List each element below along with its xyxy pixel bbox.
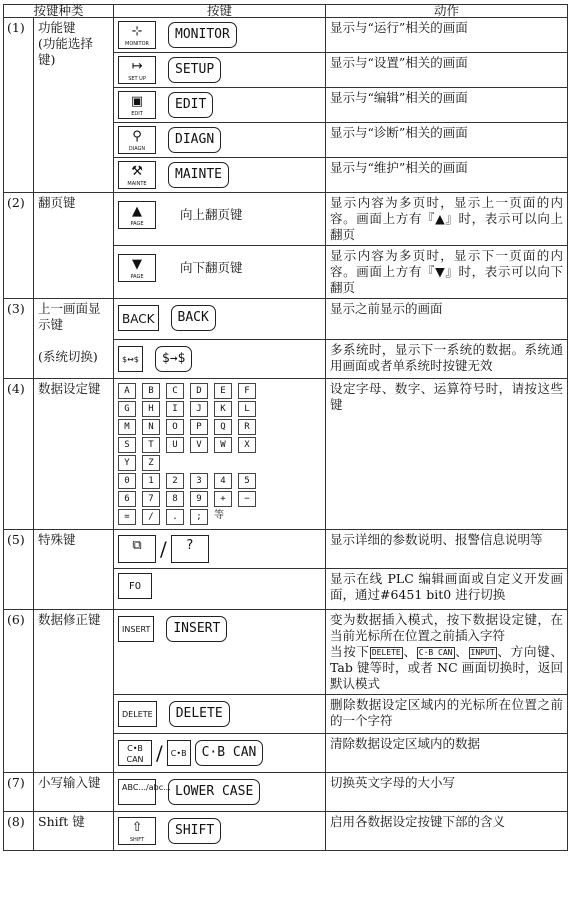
- action-text: 显示与“维护”相关的画面: [326, 158, 568, 193]
- inline-cbcan-key: C·B CAN: [418, 647, 453, 657]
- table-row: [4, 530, 568, 569]
- letter-key[interactable]: W: [214, 437, 232, 453]
- insert-desc: 变为数据插入模式，按下数据设定键，在当前光标所在位置之前插入字符: [330, 612, 563, 643]
- page-up-label: 向上翻页键: [180, 207, 243, 222]
- delete-softkey[interactable]: DELETE: [169, 701, 230, 727]
- letter-key[interactable]: C: [166, 383, 184, 399]
- etc-label: 等: [214, 510, 225, 521]
- symbol-key[interactable]: 8: [166, 491, 184, 507]
- action-text: [326, 610, 568, 695]
- row-number: (6): [4, 610, 34, 773]
- slash-separator: /: [160, 537, 167, 561]
- table-row: [4, 610, 568, 695]
- insert-desc2: 当按下 DELETE 、 C·B CAN 、 INPUT 、方向键、Tab 键等时，或者 NC 画面切换时，返回默认模式: [330, 644, 563, 691]
- letter-key[interactable]: P: [190, 419, 208, 435]
- action-text: 设定字母、数字、运算符号时，请按这些键: [326, 379, 568, 530]
- setup-softkey[interactable]: SETUP: [168, 57, 221, 83]
- symbol-key[interactable]: −: [238, 491, 256, 507]
- table-row: [4, 773, 568, 812]
- action-text: 清除数据设定区域内的数据: [326, 734, 568, 773]
- action-text: 启用各数据设定按键下部的含义: [326, 812, 568, 851]
- row-number: (8): [4, 812, 34, 851]
- shift-key-icon[interactable]: ⇧ SHIFT: [118, 817, 156, 845]
- table-row: [4, 299, 568, 340]
- row-category: 数据设定键: [34, 379, 114, 530]
- letter-key[interactable]: H: [142, 401, 160, 417]
- action-text: 切换英文字母的大小写: [326, 773, 568, 812]
- action-text: 显示之前显示的画面: [326, 299, 568, 340]
- monitor-softkey[interactable]: MONITOR: [168, 22, 237, 48]
- letter-key[interactable]: S: [118, 437, 136, 453]
- header-action: 动作: [326, 5, 568, 18]
- symbol-key[interactable]: ;: [190, 509, 208, 525]
- table-row: [4, 812, 568, 851]
- action-text: 显示内容为多页时，显示上一页面的内容。画面上方有『▲』时，表示可以向上翻页: [326, 193, 568, 246]
- cbcan-softkey[interactable]: C·B CAN: [195, 740, 264, 766]
- letter-key[interactable]: G: [118, 401, 136, 417]
- letter-key[interactable]: K: [214, 401, 232, 417]
- symbol-key[interactable]: =: [118, 509, 136, 525]
- inline-delete-key: DELETE: [371, 647, 401, 657]
- letter-key[interactable]: T: [142, 437, 160, 453]
- symbol-key[interactable]: 3: [190, 473, 208, 489]
- category-label: 上一画面显示键: [38, 301, 101, 332]
- monitor-key-icon[interactable]: ⊹ MONITOR: [118, 21, 156, 49]
- header-category: 按键种类: [4, 5, 114, 18]
- letter-key[interactable]: J: [190, 401, 208, 417]
- action-text: 显示与“编辑”相关的画面: [326, 88, 568, 123]
- letter-key[interactable]: V: [190, 437, 208, 453]
- system-switch-key[interactable]: $↔$: [118, 346, 143, 372]
- insert-key[interactable]: INSERT: [118, 616, 154, 642]
- letter-key[interactable]: M: [118, 419, 136, 435]
- symbol-key[interactable]: 5: [238, 473, 256, 489]
- row-category: Shift 键: [34, 812, 114, 851]
- header-key: 按键: [114, 5, 326, 18]
- symbol-key[interactable]: 2: [166, 473, 184, 489]
- slash-separator: /: [156, 741, 163, 765]
- letter-key[interactable]: Y: [118, 455, 136, 471]
- diagn-softkey[interactable]: DIAGN: [168, 127, 221, 153]
- symbol-key[interactable]: 0: [118, 473, 136, 489]
- symbol-key[interactable]: +: [214, 491, 232, 507]
- data-keys-grid: [118, 383, 321, 525]
- row-category: 翻页键: [34, 193, 114, 299]
- letter-key[interactable]: I: [166, 401, 184, 417]
- setup-key-icon[interactable]: ↦ SET UP: [118, 56, 156, 84]
- table-row: [4, 379, 568, 530]
- lowercase-softkey[interactable]: LOWER CASE: [168, 779, 260, 805]
- insert-softkey[interactable]: INSERT: [166, 616, 227, 642]
- row-number: (3): [4, 299, 34, 379]
- letter-key[interactable]: Z: [142, 455, 160, 471]
- action-text: 显示与“设置”相关的画面: [326, 53, 568, 88]
- window-key-icon[interactable]: ⧉: [118, 535, 156, 563]
- table-header: [4, 5, 568, 18]
- symbol-key[interactable]: /: [142, 509, 160, 525]
- mainte-key-icon[interactable]: ⚒ MAINTE: [118, 161, 156, 189]
- back-softkey[interactable]: BACK: [171, 305, 216, 331]
- system-switch-softkey[interactable]: $→$: [155, 346, 192, 372]
- action-text: 显示与“运行”相关的画面: [326, 18, 568, 53]
- symbol-key[interactable]: 7: [142, 491, 160, 507]
- action-text: 删除数据设定区域内的光标所在位置之前的一个字符: [326, 695, 568, 734]
- action-text: 显示内容为多页时，显示下一页面的内容。画面上方有『▼』时，表示可以向下翻页: [326, 246, 568, 299]
- inline-input-key: INPUT: [470, 647, 495, 657]
- cbcan-key-alt[interactable]: C•B: [167, 740, 191, 766]
- letter-key[interactable]: E: [214, 383, 232, 399]
- action-text: 多系统时，显示下一系统的数据。系统通用画面或者单系统时按键无效: [326, 340, 568, 379]
- action-text: 显示与“诊断”相关的画面: [326, 123, 568, 158]
- letter-key[interactable]: U: [166, 437, 184, 453]
- letter-key[interactable]: D: [190, 383, 208, 399]
- diagn-key-icon[interactable]: ⚲ DIAGN: [118, 126, 156, 154]
- page-down-key-icon[interactable]: ▼ PAGE: [118, 254, 156, 282]
- row-category: 数据修正键: [34, 610, 114, 773]
- symbol-key[interactable]: 4: [214, 473, 232, 489]
- row-number: (7): [4, 773, 34, 812]
- page-up-key-icon[interactable]: ▲ PAGE: [118, 201, 156, 229]
- mainte-softkey[interactable]: MAINTE: [168, 162, 229, 188]
- row-number: (5): [4, 530, 34, 610]
- symbol-key[interactable]: 6: [118, 491, 136, 507]
- shift-softkey[interactable]: SHIFT: [168, 818, 221, 844]
- cbcan-key[interactable]: C•B CAN: [118, 740, 152, 766]
- row-number: (4): [4, 379, 34, 530]
- letter-key[interactable]: X: [238, 437, 256, 453]
- letter-key[interactable]: R: [238, 419, 256, 435]
- letter-key[interactable]: N: [142, 419, 160, 435]
- row-number: (1): [4, 18, 34, 193]
- f0-key[interactable]: F0: [118, 573, 152, 599]
- key-table: [3, 4, 568, 851]
- table-row: [4, 18, 568, 53]
- action-text: 显示详细的参数说明、报警信息说明等: [326, 530, 568, 569]
- letter-key[interactable]: A: [118, 383, 136, 399]
- letter-key[interactable]: O: [166, 419, 184, 435]
- letter-key[interactable]: B: [142, 383, 160, 399]
- delete-key[interactable]: DELETE: [118, 701, 157, 727]
- row-category: 特殊键: [34, 530, 114, 610]
- category-sublabel: (系统切换): [38, 349, 98, 364]
- table-row: [4, 193, 568, 246]
- edit-key-icon[interactable]: ▣ EDIT: [118, 91, 156, 119]
- page-down-label: 向下翻页键: [180, 260, 243, 275]
- action-text: 显示在线 PLC 编辑画面或自定义开发画面，通过#6451 bit0 进行切换: [326, 569, 568, 610]
- row-category: 小写输入键: [34, 773, 114, 812]
- symbol-key[interactable]: 1: [142, 473, 160, 489]
- help-key-icon[interactable]: ?: [171, 535, 209, 563]
- lowercase-key[interactable]: ABC.../abc...: [118, 779, 156, 805]
- letter-key[interactable]: F: [238, 383, 256, 399]
- symbol-key[interactable]: .: [166, 509, 184, 525]
- row-category: 功能键 (功能选择键): [34, 18, 114, 193]
- letter-key[interactable]: L: [238, 401, 256, 417]
- back-key[interactable]: BACK: [118, 305, 158, 331]
- symbol-key[interactable]: 9: [190, 491, 208, 507]
- edit-softkey[interactable]: EDIT: [168, 92, 213, 118]
- letter-key[interactable]: Q: [214, 419, 232, 435]
- row-category: [34, 299, 114, 379]
- row-number: (2): [4, 193, 34, 299]
